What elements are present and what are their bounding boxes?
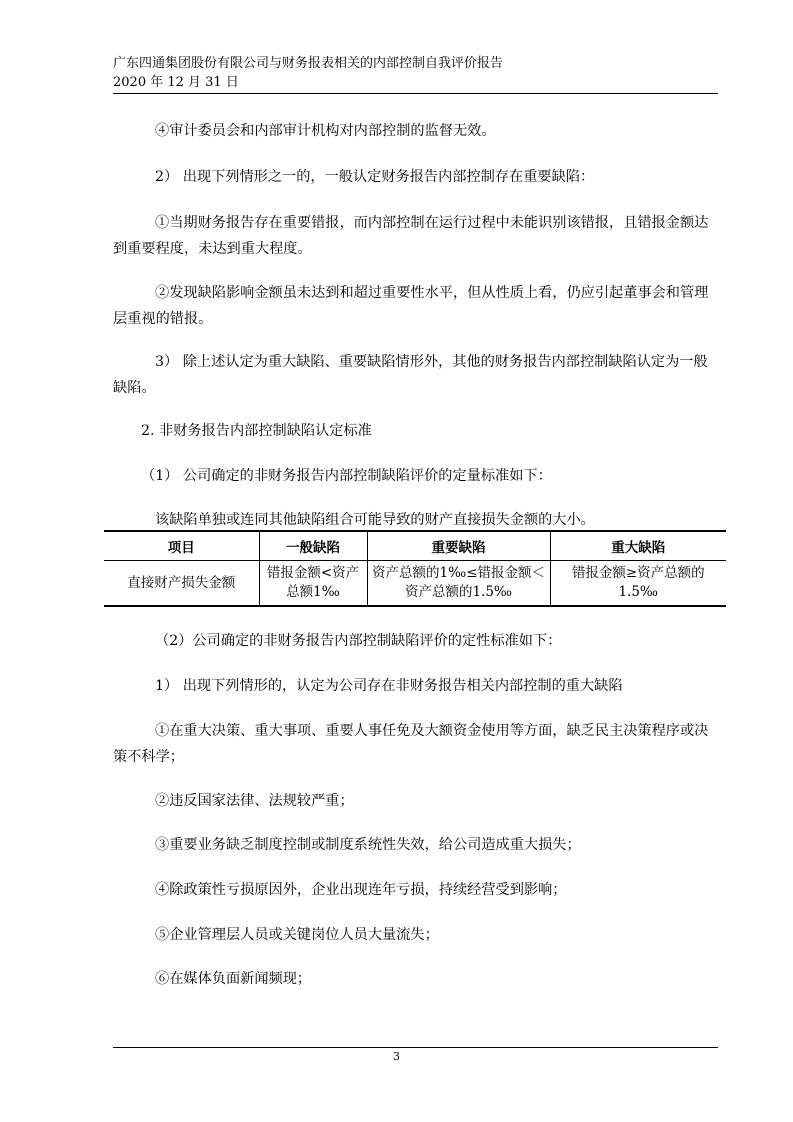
table-row xyxy=(104,561,726,607)
paragraph-major-deficiency-intro: 1） 出现下列情形的，认定为公司存在非财务报告相关内部控制的重大缺陷 xyxy=(155,678,623,694)
paragraph-audit-committee: ④审计委员会和内部审计机构对内部控制的监督无效。 xyxy=(155,123,496,139)
paragraph-major-deficiency-5: ⑤企业管理层人员或关键岗位人员大量流失； xyxy=(155,927,439,943)
table-header-major: 重大缺陷 xyxy=(550,531,726,561)
paragraph-general-deficiency: 3） 除上述认定为重大缺陷、重要缺陷情形外，其他的财务报告内部控制缺陷认定为一般缺陷。 xyxy=(113,354,708,396)
header-company-report-title: 广东四通集团股份有限公司与财务报表相关的内部控制自我评价报告 xyxy=(113,56,504,71)
footer-divider xyxy=(113,1047,718,1048)
paragraph-major-deficiency-2: ②违反国家法律、法规较严重； xyxy=(155,793,354,809)
paragraph-important-deficiency-2: ②发现缺陷影响金额虽未达到和超过重要性水平，但从性质上看，仍应引起董事会和管理层重视的错报。 xyxy=(113,285,709,327)
paragraph-important-deficiency-intro: 2） 出现下列情形之一的，一般认定财务报告内部控制存在重要缺陷： xyxy=(155,169,595,185)
table-header-row xyxy=(104,531,726,561)
table-cell-important: 资产总额的1‰≤错报金额＜资产总额的1.5‰ xyxy=(367,561,550,607)
paragraph-loss-amount: 该缺陷单独或连同其他缺陷组合可能导致的财产直接损失金额的大小。 xyxy=(155,512,595,528)
section-heading-non-financial: 2. 非财务报告内部控制缺陷认定标准 xyxy=(141,423,372,439)
paragraph-major-deficiency-3: ③重要业务缺乏制度控制或制度系统性失效，给公司造成重大损失； xyxy=(155,837,581,853)
paragraph-major-deficiency-1: ①在重大决策、重大事项、重要人事任免及大额资金使用等方面，缺乏民主决策程序或决策不科学； xyxy=(113,723,709,765)
paragraph-major-deficiency-4: ④除政策性亏损原因外，企业出现连年亏损，持续经营受到影响； xyxy=(155,882,567,898)
page-header xyxy=(113,54,718,92)
table-cell-item: 直接财产损失金额 xyxy=(104,561,259,607)
table-cell-general: 错报金额<资产总额1‰ xyxy=(259,561,367,607)
header-divider xyxy=(113,93,718,94)
header-report-date: 2020 年 12 月 31 日 xyxy=(113,75,239,90)
table-header-general: 一般缺陷 xyxy=(259,531,367,561)
page-number: 3 xyxy=(393,1050,400,1063)
paragraph-important-deficiency-1: ①当期财务报告存在重要错报，而内部控制在运行过程中未能识别该错报，且错报金额达到重要程度，未达到重大程度。 xyxy=(113,215,709,257)
table-header-item: 项目 xyxy=(104,531,259,561)
paragraph-major-deficiency-6: ⑥在媒体负面新闻频现； xyxy=(155,971,312,987)
table-header-important: 重要缺陷 xyxy=(367,531,550,561)
table-cell-major: 错报金额≥资产总额的1.5‰ xyxy=(550,561,726,607)
paragraph-quantitative-standard: （1） 公司确定的非财务报告内部控制缺陷评价的定量标准如下： xyxy=(141,468,552,484)
deficiency-criteria-table xyxy=(104,530,726,607)
paragraph-qualitative-standard: （2）公司确定的非财务报告内部控制缺陷评价的定性标准如下： xyxy=(155,633,562,649)
